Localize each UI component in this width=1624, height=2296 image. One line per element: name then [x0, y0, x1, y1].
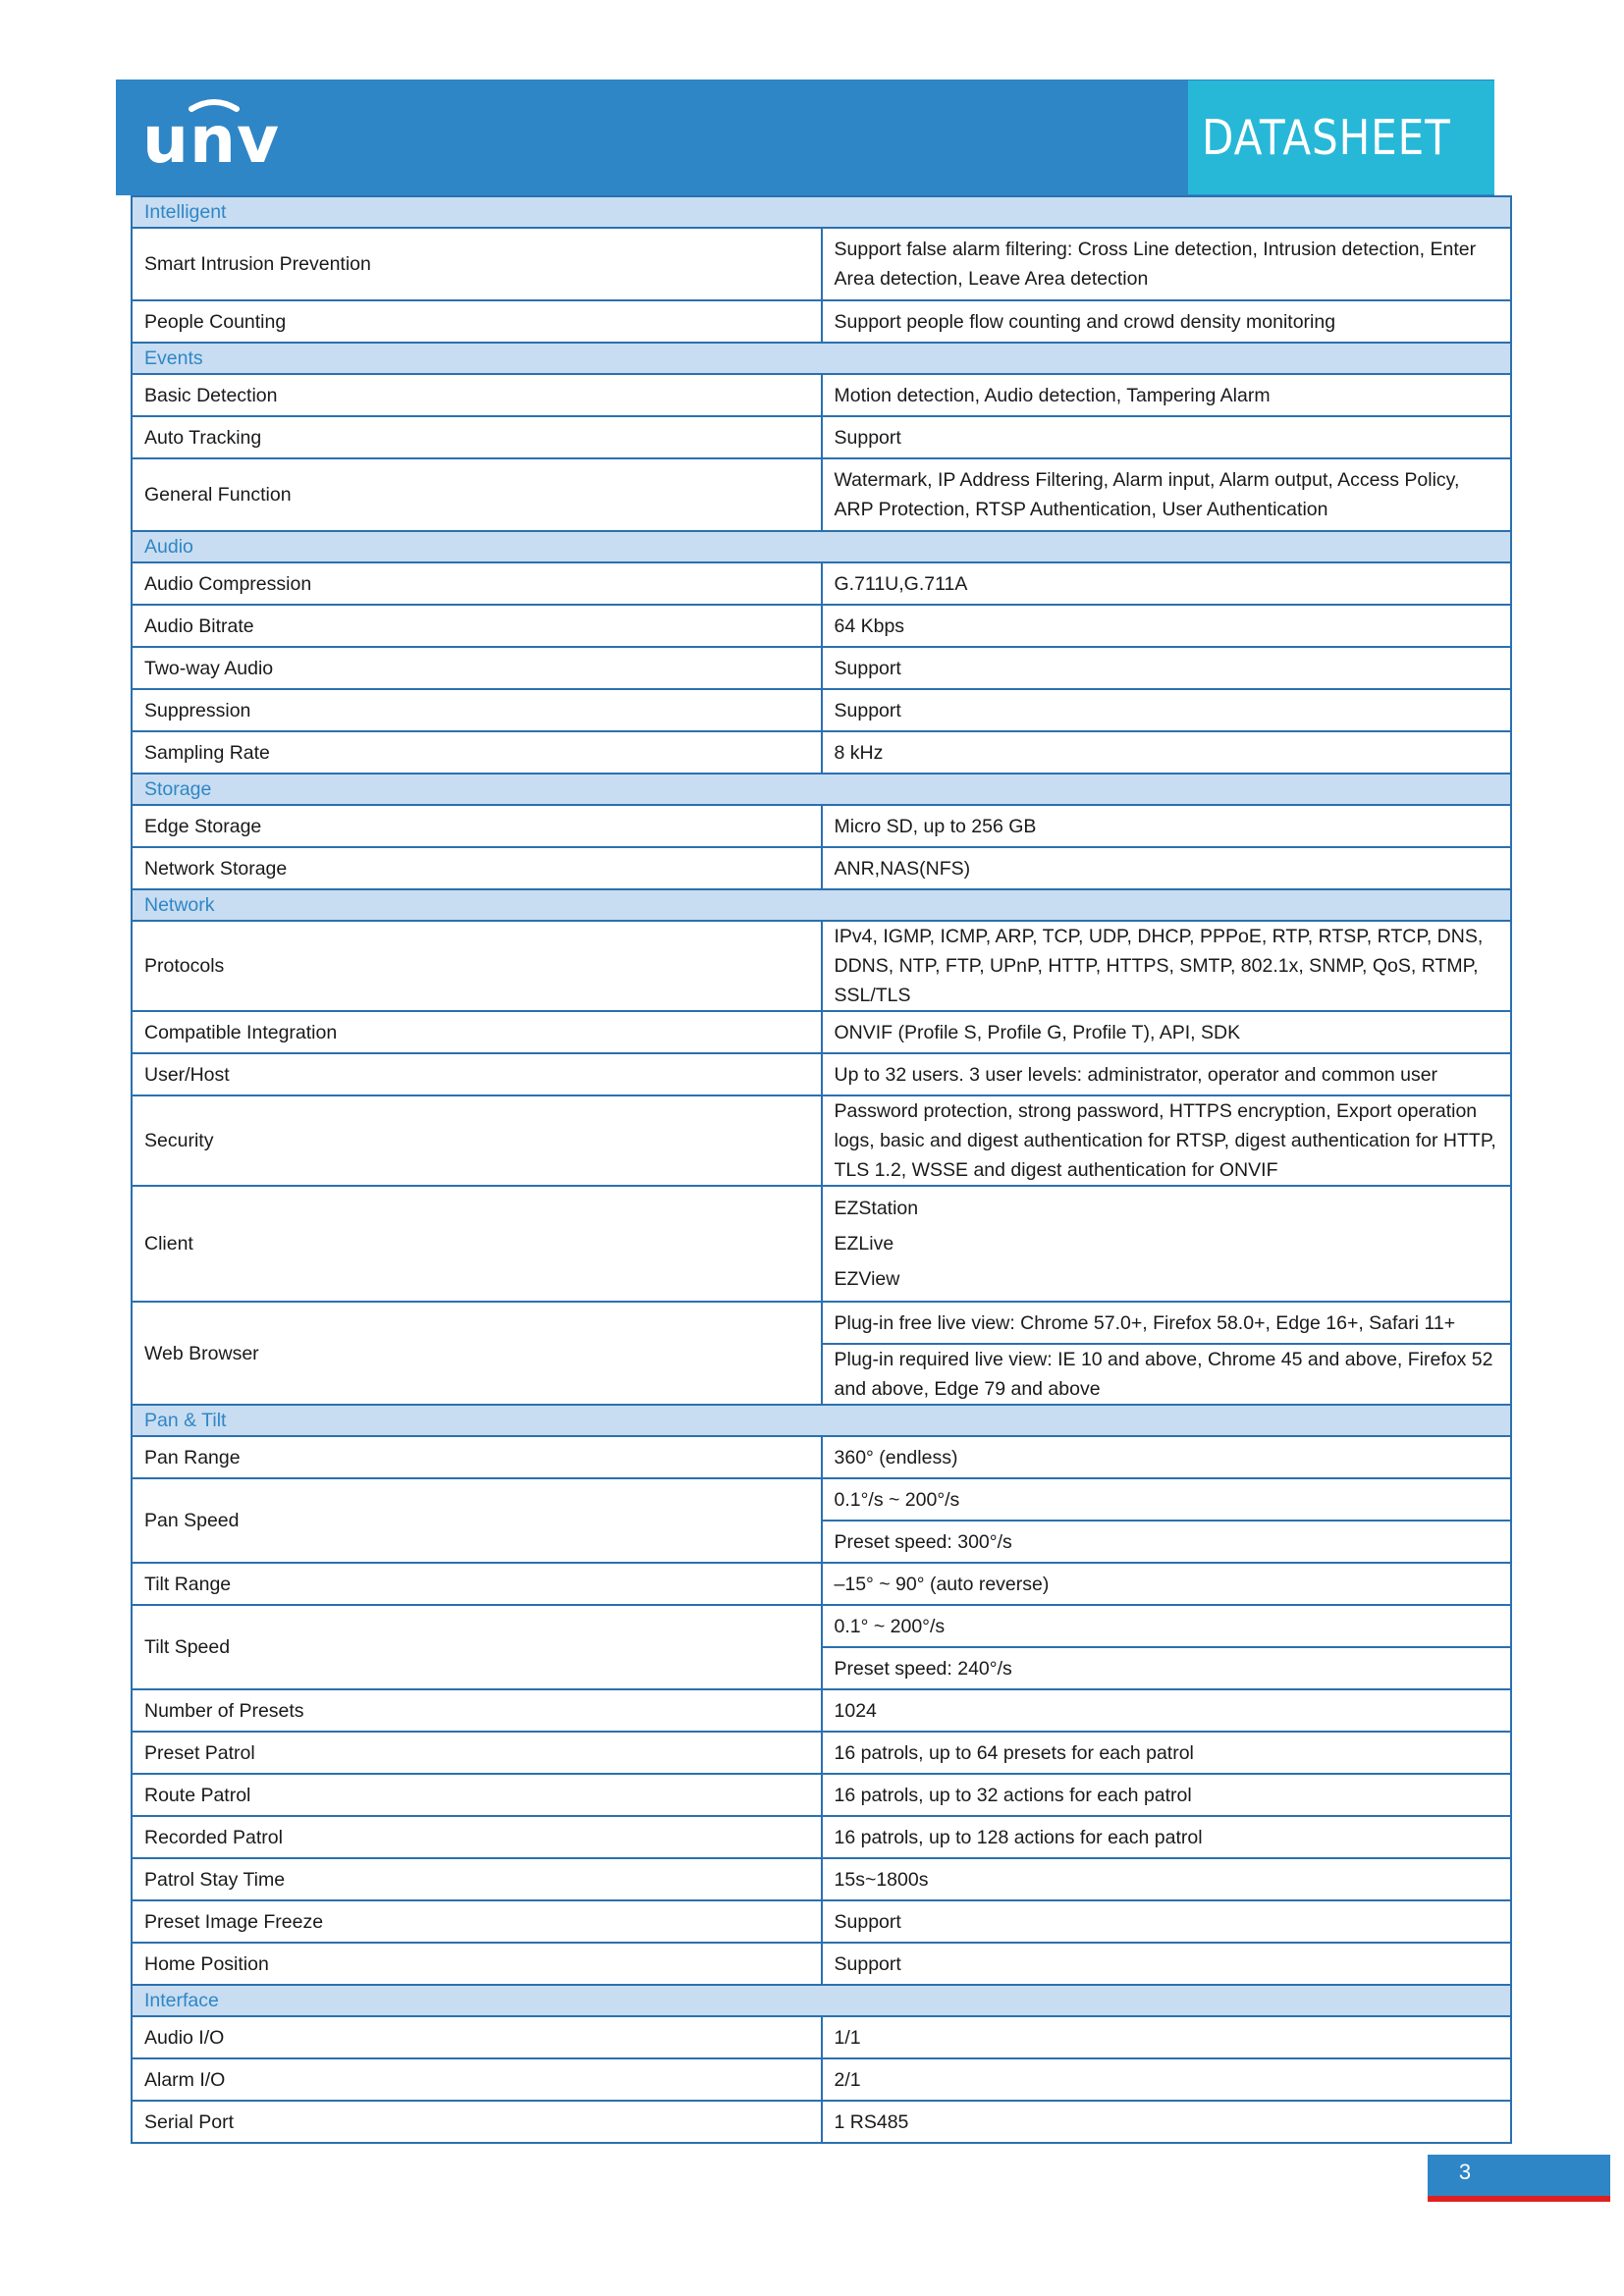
spec-label: Preset Patrol [132, 1732, 822, 1774]
spec-value: 360° (endless) [822, 1436, 1512, 1478]
spec-value: Plug-in free live view: Chrome 57.0+, Firefox 58.0+, Edge 16+, Safari 11+ [822, 1302, 1512, 1344]
section-title: Storage [132, 774, 1511, 805]
spec-value: Preset speed: 240°/s [822, 1647, 1512, 1689]
spec-row [132, 1943, 1511, 1985]
spec-label: Security [132, 1095, 822, 1186]
spec-label: Home Position [132, 1943, 822, 1985]
spec-label: Auto Tracking [132, 416, 822, 458]
section-title: Network [132, 889, 1511, 921]
spec-row [132, 1689, 1511, 1732]
spec-value: 0.1°/s ~ 200°/s [822, 1478, 1512, 1521]
spec-value: 16 patrols, up to 128 actions for each patrol [822, 1816, 1512, 1858]
spec-label: Tilt Range [132, 1563, 822, 1605]
spec-value: 1/1 [822, 2016, 1512, 2058]
spec-value: Plug-in required live view: IE 10 and above, Chrome 45 and above, Firefox 52 and above, Edge 79 and above [822, 1344, 1512, 1405]
spec-row [132, 2101, 1511, 2143]
spec-row [132, 1095, 1511, 1186]
spec-label: User/Host [132, 1053, 822, 1095]
spec-value: IPv4, IGMP, ICMP, ARP, TCP, UDP, DHCP, PPPoE, RTP, RTSP, RTCP, DNS, DDNS, NTP, FTP, UPnP, HTTP, HTTPS, SMTP, 802.1x, SNMP, QoS, RTMP, SSL/TLS [822, 921, 1512, 1011]
spec-value-line: EZLive [834, 1233, 894, 1255]
spec-row [132, 300, 1511, 343]
spec-value: Watermark, IP Address Filtering, Alarm input, Alarm output, Access Policy, ARP Protection, RTSP Authentication, User Authentication [822, 458, 1512, 531]
spec-label: Basic Detection [132, 374, 822, 416]
section-row [132, 774, 1511, 805]
section-row [132, 1985, 1511, 2016]
spec-value: 64 Kbps [822, 605, 1512, 647]
spec-value: Support people flow counting and crowd density monitoring [822, 300, 1512, 343]
spec-row [132, 1732, 1511, 1774]
spec-value: ANR,NAS(NFS) [822, 847, 1512, 889]
spec-label: People Counting [132, 300, 822, 343]
section-row [132, 531, 1511, 562]
spec-row [132, 689, 1511, 731]
spec-row [132, 2058, 1511, 2101]
spec-label: Network Storage [132, 847, 822, 889]
spec-label: Route Patrol [132, 1774, 822, 1816]
spec-value: Support [822, 1943, 1512, 1985]
spec-value: 1024 [822, 1689, 1512, 1732]
spec-row [132, 847, 1511, 889]
spec-value: Support [822, 689, 1512, 731]
spec-value: Preset speed: 300°/s [822, 1521, 1512, 1563]
spec-label: Preset Image Freeze [132, 1900, 822, 1943]
spec-label: Smart Intrusion Prevention [132, 228, 822, 300]
spec-row [132, 1436, 1511, 1478]
section-title: Interface [132, 1985, 1511, 2016]
spec-row [132, 2016, 1511, 2058]
spec-value: 8 kHz [822, 731, 1512, 774]
datasheet-title: DATASHEET [1202, 110, 1451, 166]
spec-value: Micro SD, up to 256 GB [822, 805, 1512, 847]
spec-value: Support [822, 1900, 1512, 1943]
spec-value: Support [822, 416, 1512, 458]
section-row [132, 889, 1511, 921]
spec-row [132, 1478, 1511, 1521]
spec-table [131, 195, 1512, 2144]
spec-label: Audio Compression [132, 562, 822, 605]
spec-label: Audio Bitrate [132, 605, 822, 647]
spec-label: Compatible Integration [132, 1011, 822, 1053]
spec-label: Alarm I/O [132, 2058, 822, 2101]
spec-row [132, 1053, 1511, 1095]
section-row [132, 1405, 1511, 1436]
section-title: Intelligent [132, 196, 1511, 228]
spec-row [132, 1774, 1511, 1816]
spec-label: Recorded Patrol [132, 1816, 822, 1858]
spec-row [132, 228, 1511, 300]
spec-row [132, 731, 1511, 774]
spec-value [822, 1186, 1512, 1302]
spec-row [132, 1816, 1511, 1858]
section-row [132, 196, 1511, 228]
spec-value: 1 RS485 [822, 2101, 1512, 2143]
spec-label: Suppression [132, 689, 822, 731]
spec-value: 16 patrols, up to 64 presets for each patrol [822, 1732, 1512, 1774]
spec-value: Up to 32 users. 3 user levels: administrator, operator and common user [822, 1053, 1512, 1095]
spec-value: G.711U,G.711A [822, 562, 1512, 605]
spec-value: Password protection, strong password, HTTPS encryption, Export operation logs, basic and digest authentication for RTSP, digest authentication for HTTP, TLS 1.2, WSSE and digest authentication for ONVIF [822, 1095, 1512, 1186]
section-title: Pan & Tilt [132, 1405, 1511, 1436]
spec-value: 16 patrols, up to 32 actions for each patrol [822, 1774, 1512, 1816]
unv-logo [140, 95, 288, 174]
svg-text:unv: unv [142, 102, 280, 174]
section-title: Audio [132, 531, 1511, 562]
spec-row [132, 921, 1511, 1011]
spec-value: 2/1 [822, 2058, 1512, 2101]
spec-label: General Function [132, 458, 822, 531]
spec-value: ONVIF (Profile S, Profile G, Profile T), API, SDK [822, 1011, 1512, 1053]
spec-row [132, 1900, 1511, 1943]
spec-label: Number of Presets [132, 1689, 822, 1732]
spec-row [132, 458, 1511, 531]
spec-value: Motion detection, Audio detection, Tampering Alarm [822, 374, 1512, 416]
spec-row [132, 1186, 1511, 1302]
spec-value: –15° ~ 90° (auto reverse) [822, 1563, 1512, 1605]
spec-label: Web Browser [132, 1302, 822, 1405]
spec-label: Tilt Speed [132, 1605, 822, 1689]
spec-value: Support false alarm filtering: Cross Line detection, Intrusion detection, Enter Area detection, Leave Area detection [822, 228, 1512, 300]
spec-label: Client [132, 1186, 822, 1302]
spec-value: Support [822, 647, 1512, 689]
page-number: 3 [1458, 2160, 1472, 2184]
section-title: Events [132, 343, 1511, 374]
spec-label: Pan Range [132, 1436, 822, 1478]
spec-label: Patrol Stay Time [132, 1858, 822, 1900]
spec-row [132, 605, 1511, 647]
spec-label: Pan Speed [132, 1478, 822, 1563]
spec-row [132, 374, 1511, 416]
spec-label: Sampling Rate [132, 731, 822, 774]
spec-row [132, 647, 1511, 689]
spec-row [132, 1302, 1511, 1344]
spec-row [132, 562, 1511, 605]
spec-label: Protocols [132, 921, 822, 1011]
spec-label: Serial Port [132, 2101, 822, 2143]
spec-row [132, 1858, 1511, 1900]
spec-value-line: EZStation [834, 1198, 919, 1219]
spec-value: 15s~1800s [822, 1858, 1512, 1900]
spec-value-line: EZView [834, 1268, 900, 1290]
spec-value: 0.1° ~ 200°/s [822, 1605, 1512, 1647]
section-row [132, 343, 1511, 374]
spec-label: Audio I/O [132, 2016, 822, 2058]
spec-label: Two-way Audio [132, 647, 822, 689]
spec-row [132, 805, 1511, 847]
spec-label: Edge Storage [132, 805, 822, 847]
spec-row [132, 1011, 1511, 1053]
spec-row [132, 1605, 1511, 1647]
spec-row [132, 416, 1511, 458]
page-number-underline [1428, 2196, 1610, 2202]
spec-row [132, 1563, 1511, 1605]
